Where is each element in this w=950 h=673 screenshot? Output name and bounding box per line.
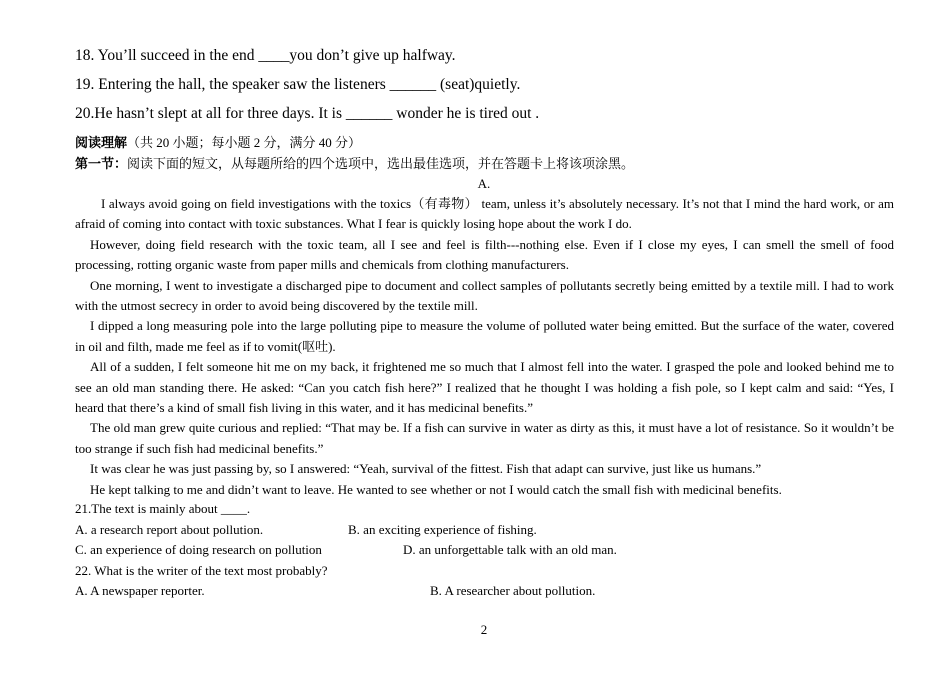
section-one-label: 第一节： — [75, 156, 128, 171]
reading-header-note: （共 20 小题；每小题 2 分，满分 40 分） — [127, 135, 362, 150]
question-20: 20.He hasn’t slept at all for three days. It is ______ wonder he is tired out . — [75, 105, 540, 122]
passage-paragraph: I dipped a long measuring pole into the large polluting pipe to measure the volume of polluted water being emitted. But the surface of the water, covered in oil and filth, made me feel as if to vomit(呕吐). — [75, 318, 894, 354]
question-18: 18. You’ll succeed in the end ____you don’t give up halfway. — [75, 47, 456, 64]
question-22-option-a: A. A newspaper reporter. — [75, 583, 205, 598]
question-21-stem: 21.The text is mainly about ____. — [75, 501, 251, 516]
question-21-option-d: D. an unforgettable talk with an old man. — [403, 542, 617, 557]
question-22-option-b: B. A researcher about pollution. — [430, 583, 596, 598]
passage-paragraph: I always avoid going on field investigations with the toxics（有毒物） team, unless it’s absolutely necessary. It’s not that I mind the hard work, or am afraid of coming into contact with toxic substances. What I fear is quickly losing hope about the work I do. — [75, 196, 894, 232]
passage-paragraph: He kept talking to me and didn’t want to leave. He wanted to see whether or not I would catch the small fish with medicinal benefits. — [90, 481, 782, 497]
passage-paragraph: It was clear he was just passing by, so I answered: “Yeah, survival of the fittest. Fish that adapt can survive, just like us humans.” — [90, 461, 762, 477]
reading-header-title: 阅读理解 — [75, 135, 128, 150]
section-one-text: 阅读下面的短文，从每题所给的四个选项中，选出最佳选项，并在答题卡上将该项涂黑。 — [127, 156, 635, 171]
passage-label: A. — [477, 176, 491, 191]
question-22-stem: 22. What is the writer of the text most probably? — [75, 563, 328, 578]
passage-paragraph: One morning, I went to investigate a discharged pipe to document and collect samples of pollutants secretly being emitted by a textile mill. I had to work with the utmost secrecy in order to avoid being discovered by the textile mill. — [75, 277, 894, 314]
page-number: 2 — [480, 622, 488, 637]
question-21-option-c: C. an experience of doing research on pollution — [75, 542, 322, 557]
section-one-instruction — [75, 155, 634, 172]
passage-paragraph: However, doing field research with the toxic team, all I see and feel is filth---nothing else. Even if I close my eyes, I can smell the smell of food processing, rotting organic waste from paper mills and chemicals from clothing manufacturers. — [75, 236, 894, 273]
passage-paragraph: The old man grew quite curious and replied: “That may be. If a fish can survive in water as dirty as this, it must have a lot of resistance. So it wouldn’t be too strange if such fish had medicinal benefits.” — [75, 420, 894, 456]
question-21-option-a: A. a research report about pollution. — [75, 522, 264, 537]
question-19: 19. Entering the hall, the speaker saw the listeners ______ (seat)quietly. — [75, 76, 521, 93]
question-21-option-b: B. an exciting experience of fishing. — [348, 522, 537, 537]
passage-paragraph: All of a sudden, I felt someone hit me on my back, it frightened me so much that I almost fell into the water. I grasped the pole and looked behind me to see an old man standing there. He asked: “Can you catch fish here?” I realized that he thought I was holding a fish pole, so I kept calm and said: “Yes, I heard that there’s a kind of small fish living in this water, and it has medicinal benefits.” — [75, 359, 894, 416]
reading-passage — [75, 194, 894, 500]
reading-header — [75, 134, 361, 151]
